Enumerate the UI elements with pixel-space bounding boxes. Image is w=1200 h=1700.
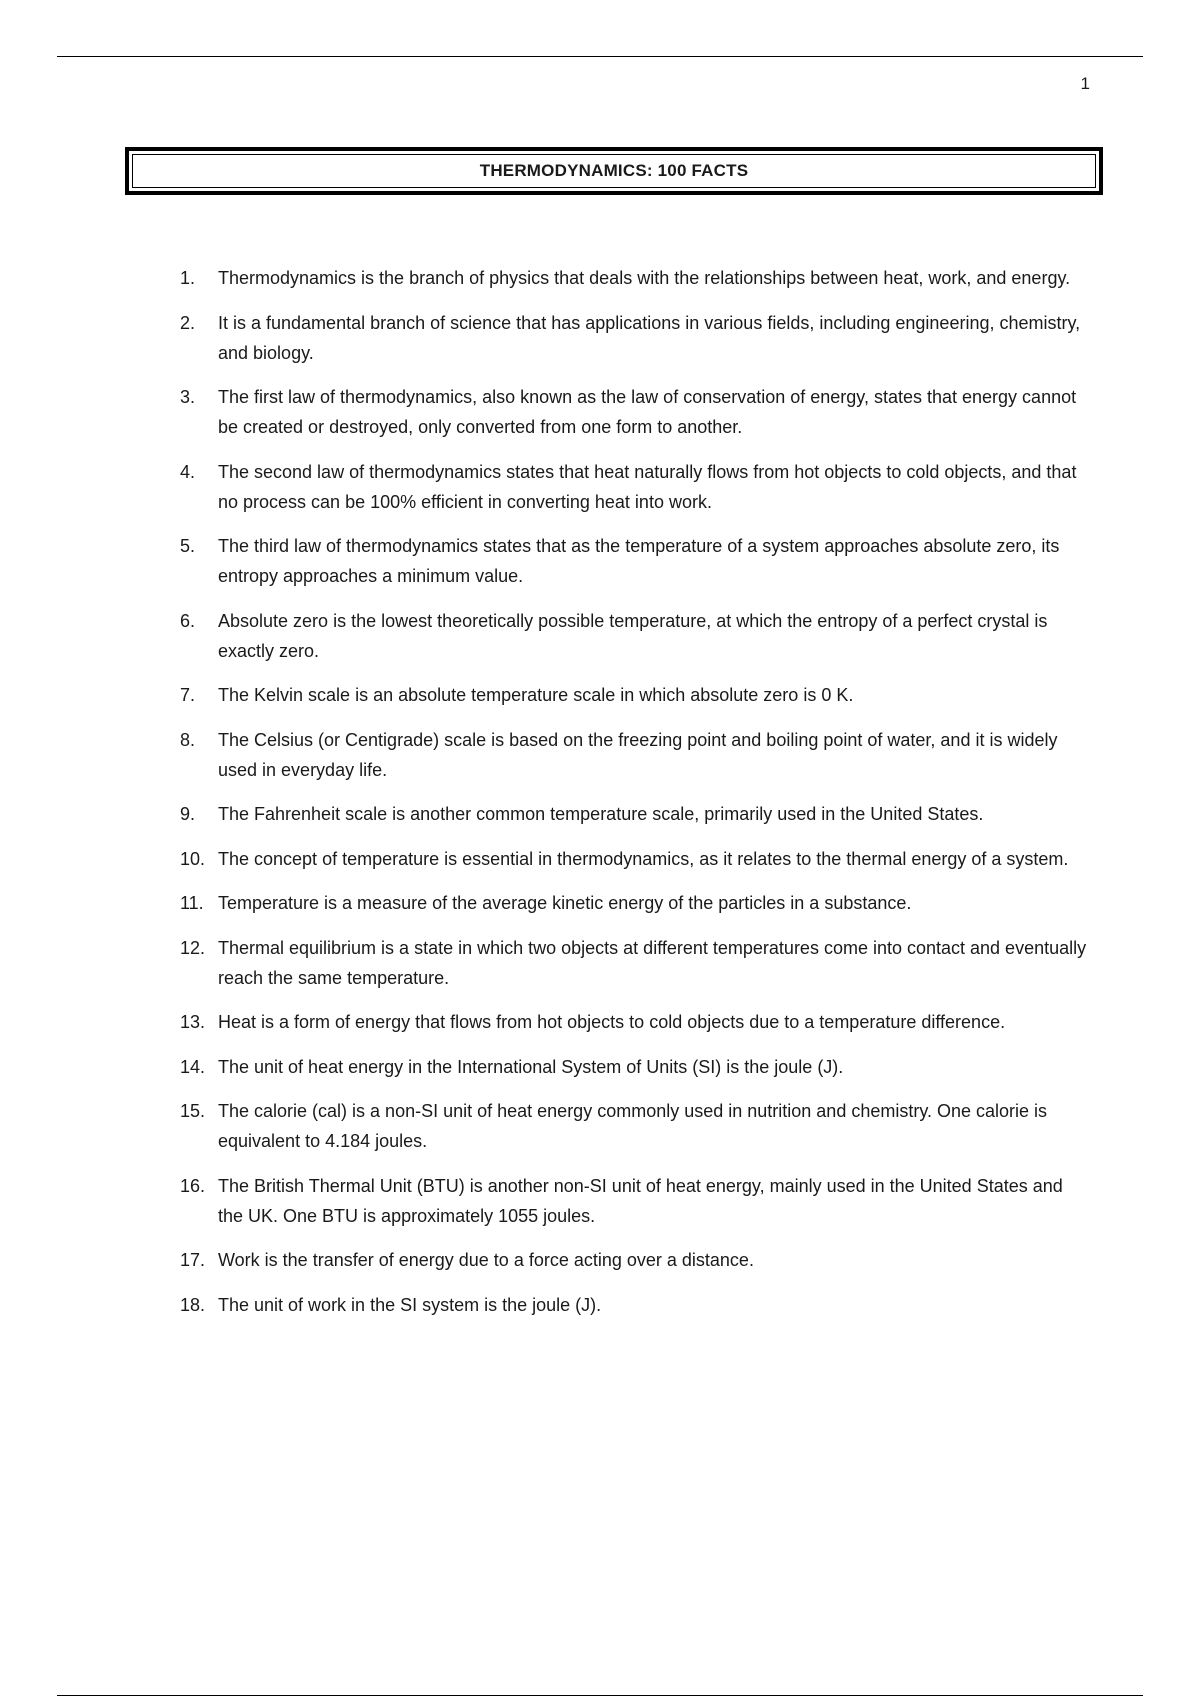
fact-number: 18. [180,1294,206,1315]
fact-item [180,1245,1090,1275]
fact-item [180,606,1090,666]
fact-number: 15. [180,1101,206,1121]
fact-item [180,457,1090,517]
fact-number: 8. [180,729,196,750]
fact-text: The unit of heat energy in the International System of Units (SI) is the joule (J). [218,1056,844,1077]
page-number: 1 [1080,74,1090,93]
title-box [125,147,1103,195]
fact-number: 5. [180,536,196,556]
fact-number: 14. [180,1056,206,1077]
fact-number: 17. [180,1250,206,1270]
fact-text: The calorie (cal) is a non-SI unit of heat energy commonly used in nutrition and chemistry. One calorie is equivalent to 4.184 joules. [218,1101,1048,1151]
fact-number: 1. [180,268,196,288]
fact-text: Absolute zero is the lowest theoretically possible temperature, at which the entropy of a perfect crystal is exactly zero. [218,610,1048,661]
fact-item [180,680,1090,710]
fact-text: It is a fundamental branch of science that has applications in various fields, including engineering, chemistry, and biology. [218,312,1081,363]
fact-number: 12. [180,937,206,958]
fact-item [180,1096,1090,1156]
document-title: THERMODYNAMICS: 100 FACTS [479,161,749,180]
fact-item [180,382,1090,442]
fact-item [180,1171,1090,1231]
fact-number: 3. [180,387,196,407]
fact-item [180,799,1090,829]
fact-number: 16. [180,1175,206,1196]
fact-text: The Kelvin scale is an absolute temperature scale in which absolute zero is 0 K. [218,685,854,705]
fact-number: 11. [180,893,204,913]
footer-rule [57,1695,1143,1696]
fact-number: 10. [180,848,206,869]
fact-item [180,933,1090,993]
fact-text: The unit of work in the SI system is the joule (J). [218,1294,602,1315]
fact-item [180,725,1090,785]
fact-item [180,263,1090,293]
fact-text: The third law of thermodynamics states that as the temperature of a system approaches absolute zero, its entropy approaches a minimum value. [218,536,1060,586]
fact-text: Work is the transfer of energy due to a force acting over a distance. [218,1250,754,1270]
fact-text: Thermal equilibrium is a state in which two objects at different temperatures come into contact and eventually reach the same temperature. [218,937,1087,988]
header-rule [57,56,1143,57]
fact-item [180,308,1090,368]
title-inner-border [132,154,1096,188]
fact-item [180,844,1090,874]
fact-number: 4. [180,461,196,482]
fact-number: 9. [180,804,196,824]
fact-text: The British Thermal Unit (BTU) is another non-SI unit of heat energy, mainly used in the United States and the UK. One BTU is approximately 1055 joules. [218,1175,1063,1226]
fact-text: The Fahrenheit scale is another common temperature scale, primarily used in the United States. [218,804,984,824]
facts-list [180,263,1090,1334]
fact-item [180,888,1090,918]
fact-text: The second law of thermodynamics states that heat naturally flows from hot objects to cold objects, and that no process can be 100% efficient in converting heat into work. [218,461,1077,512]
fact-item [180,1290,1090,1320]
fact-text: Thermodynamics is the branch of physics that deals with the relationships between heat, work, and energy. [218,268,1071,288]
fact-number: 6. [180,610,196,631]
fact-number: 2. [180,312,196,333]
fact-item [180,1007,1090,1037]
fact-item [180,531,1090,591]
fact-item [180,1052,1090,1082]
fact-number: 7. [180,685,196,705]
fact-number: 13. [180,1012,206,1032]
fact-text: Heat is a form of energy that flows from hot objects to cold objects due to a temperature difference. [218,1012,1006,1032]
fact-text: The Celsius (or Centigrade) scale is based on the freezing point and boiling point of water, and it is widely used in everyday life. [218,729,1058,780]
fact-text: The concept of temperature is essential in thermodynamics, as it relates to the thermal energy of a system. [218,848,1069,869]
fact-text: Temperature is a measure of the average kinetic energy of the particles in a substance. [218,893,912,913]
fact-text: The first law of thermodynamics, also known as the law of conservation of energy, states that energy cannot be created or destroyed, only converted from one form to another. [218,387,1077,437]
